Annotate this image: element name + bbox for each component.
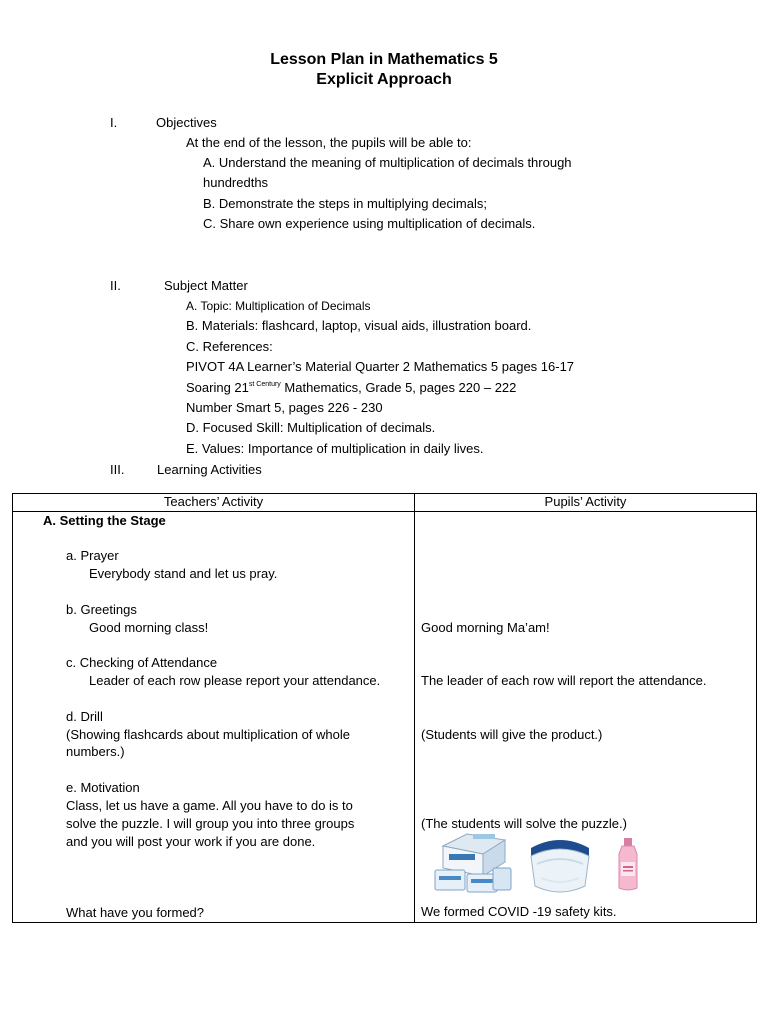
subject-materials: B. Materials: flashcard, laptop, visual aids, illustration board. [186,318,532,333]
activity-table [12,493,757,923]
drill-label: d. Drill [66,709,103,724]
face-mask-box-image [433,832,513,894]
reference-1: PIVOT 4A Learner’s Material Quarter 2 Mathematics 5 pages 16-17 [186,359,575,374]
reference-2-post: Mathematics, Grade 5, pages 220 – 222 [280,380,517,395]
attendance-label: c. Checking of Attendance [66,655,218,670]
subject-topic: A. Topic: Multiplication of Decimals [186,299,371,313]
pupil-drill: (Students will give the product.) [421,727,603,742]
section-setting-stage: A. Setting the Stage [43,513,166,528]
objectives-intro: At the end of the lesson, the pupils will be able to: [186,135,472,150]
reference-2-sup: st Century [248,381,281,388]
greetings-text: Good morning class! [89,620,209,635]
teacher-activity-cell [13,512,415,923]
objective-b: B. Demonstrate the steps in multiplying decimals; [203,196,487,211]
drill-text-1: (Showing flashcards about multiplication of whole [66,727,350,742]
reference-3: Number Smart 5, pages 226 - 230 [186,400,383,415]
column-header-pupil: Pupils’ Activity [415,494,757,512]
subject-references-label: C. References: [186,339,273,354]
alcohol-bottle-image [615,838,641,892]
motivation-text-3: and you will post your work if you are done. [66,834,316,849]
question-text: What have you formed? [66,905,205,920]
motivation-text-1: Class, let us have a game. All you have to do is to [66,798,353,813]
column-header-teacher: Teachers’ Activity [13,494,415,512]
objective-a: A. Understand the meaning of multiplication of decimals through [203,155,572,170]
title-line-1: Lesson Plan in Mathematics 5 [270,51,498,68]
objectives-numeral: I. [110,115,118,130]
objective-a-cont: hundredths [203,175,269,190]
reference-2 [186,380,516,396]
reference-2-pre: Soaring 21 [186,380,249,395]
objective-c: C. Share own experience using multiplication of decimals. [203,216,536,231]
pupil-attendance: The leader of each row will report the attendance. [421,673,707,688]
motivation-text-2: solve the puzzle. I will group you into three groups [66,816,355,831]
pupil-answer: We formed COVID -19 safety kits. [421,904,617,919]
learning-numeral: III. [110,462,125,477]
subject-numeral: II. [110,278,121,293]
learning-heading: Learning Activities [157,462,262,477]
pupil-greeting: Good morning Ma’am! [421,620,550,635]
subject-heading: Subject Matter [164,278,248,293]
pupil-motivation: (The students will solve the puzzle.) [421,816,627,831]
objectives-heading: Objectives [156,115,217,130]
subject-values: E. Values: Importance of multiplication in daily lives. [186,441,484,456]
drill-text-2: numbers.) [66,744,125,759]
pupil-activity-cell [415,512,757,923]
face-shield-image [523,834,597,900]
prayer-text: Everybody stand and let us pray. [89,566,278,581]
greetings-label: b. Greetings [66,602,137,617]
attendance-text: Leader of each row please report your attendance. [89,673,381,688]
prayer-label: a. Prayer [66,548,119,563]
title-line-2: Explicit Approach [316,71,452,88]
subject-skill: D. Focused Skill: Multiplication of decimals. [186,420,436,435]
motivation-label: e. Motivation [66,780,140,795]
